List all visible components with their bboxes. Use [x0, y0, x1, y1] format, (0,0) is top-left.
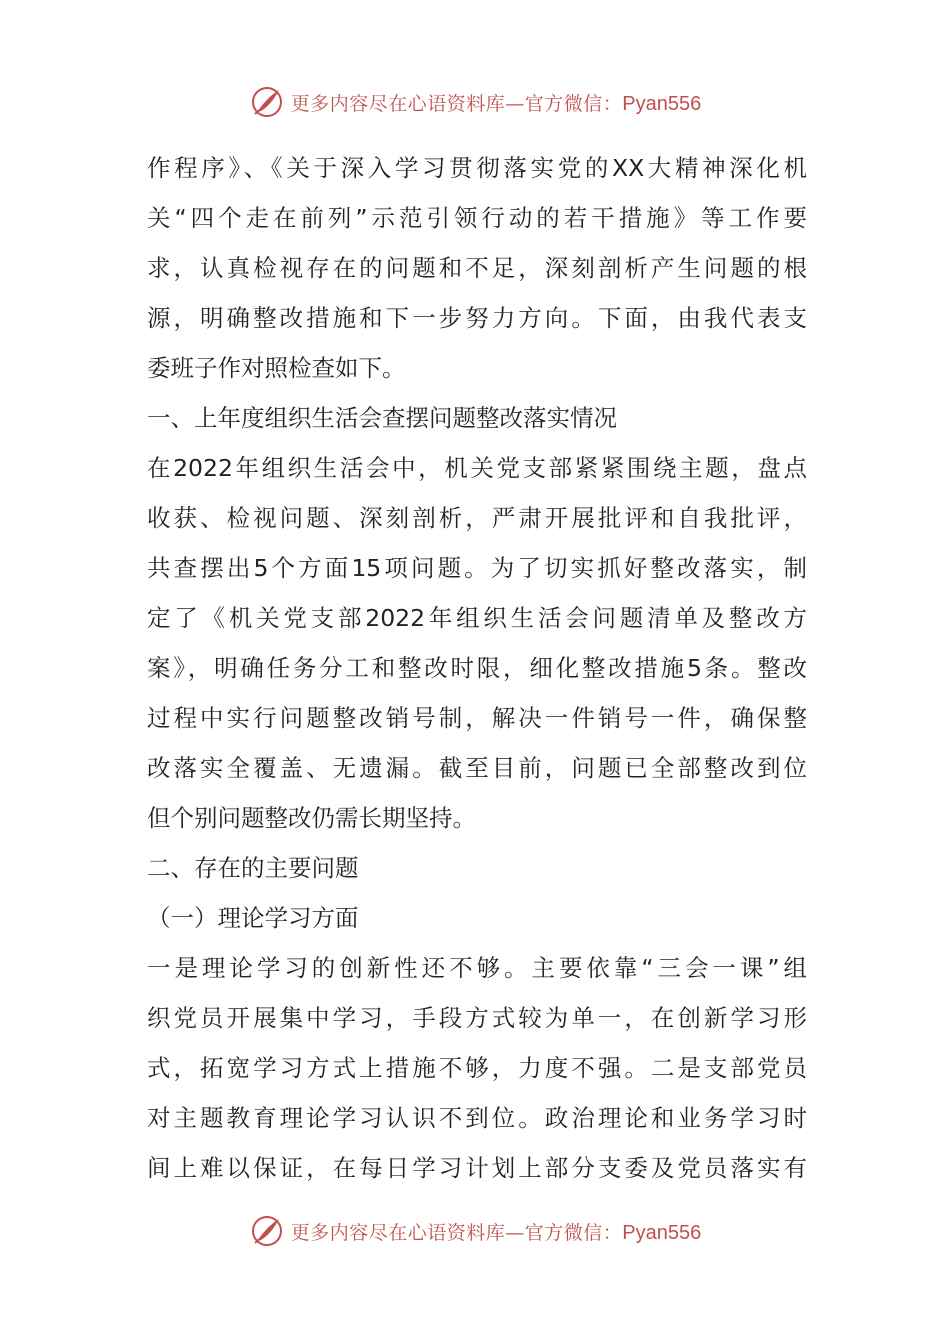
body-text-line: 对主题教育理论学习认识不到位。政治理论和业务学习时	[147, 1104, 807, 1132]
body-text-line: 一、上年度组织生活会查摆问题整改落实情况	[147, 404, 617, 432]
wechat-id: Pyan556	[622, 92, 702, 115]
body-text-line: 作程序》、《关于深入学习贯彻落实党的XX大精神深化机	[147, 154, 807, 182]
body-text-line: 关“四个走在前列”示范引领行动的若干措施》等工作要	[147, 204, 807, 232]
body-text-line: 收获、检视问题、深刻剖析，严肃开展批评和自我批评，	[147, 504, 807, 532]
watermark-text	[291, 1218, 701, 1245]
document-body	[147, 143, 807, 1193]
body-text-line: 过程中实行问题整改销号制，解决一件销号一件，确保整	[147, 704, 807, 732]
body-text-line: 织党员开展集中学习，手段方式较为单一，在创新学习形	[147, 1004, 807, 1032]
body-text-line: 但个别问题整改仍需长期坚持。	[147, 804, 476, 832]
header-watermark-banner	[0, 82, 950, 122]
body-text-line: （一）理论学习方面	[147, 904, 359, 932]
watermark-slogan: 更多内容尽在心语资料库—官方微信：	[290, 92, 623, 115]
body-text-line: 案》，明确任务分工和整改时限，细化整改措施5条。整改	[147, 654, 807, 682]
quill-logo-icon	[249, 84, 285, 120]
watermark-slogan: 更多内容尽在心语资料库—官方微信：	[290, 1221, 623, 1244]
body-text-line: 一是理论学习的创新性还不够。主要依靠“三会一课”组	[147, 954, 807, 982]
body-text-line: 共查摆出5个方面15项问题。为了切实抓好整改落实，制	[147, 554, 807, 582]
body-text-line: 二、存在的主要问题	[147, 854, 359, 882]
footer-watermark-banner	[0, 1211, 950, 1251]
body-text-line: 间上难以保证，在每日学习计划上部分支委及党员落实有	[147, 1154, 807, 1182]
body-text-line: 改落实全覆盖、无遗漏。截至目前，问题已全部整改到位	[147, 754, 807, 782]
body-text-line: 委班子作对照检查如下。	[147, 354, 406, 382]
watermark-text	[291, 89, 701, 116]
body-text-line: 源，明确整改措施和下一步努力方向。下面，由我代表支	[147, 304, 807, 332]
quill-logo-icon	[249, 1213, 285, 1249]
body-text-line: 定了《机关党支部2022年组织生活会问题清单及整改方	[147, 604, 807, 632]
body-text-line: 式，拓宽学习方式上措施不够，力度不强。二是支部党员	[147, 1054, 807, 1082]
wechat-id: Pyan556	[622, 1221, 702, 1244]
body-text-line: 在2022年组织生活会中，机关党支部紧紧围绕主题，盘点	[147, 454, 807, 482]
body-text-line: 求，认真检视存在的问题和不足，深刻剖析产生问题的根	[147, 254, 807, 282]
